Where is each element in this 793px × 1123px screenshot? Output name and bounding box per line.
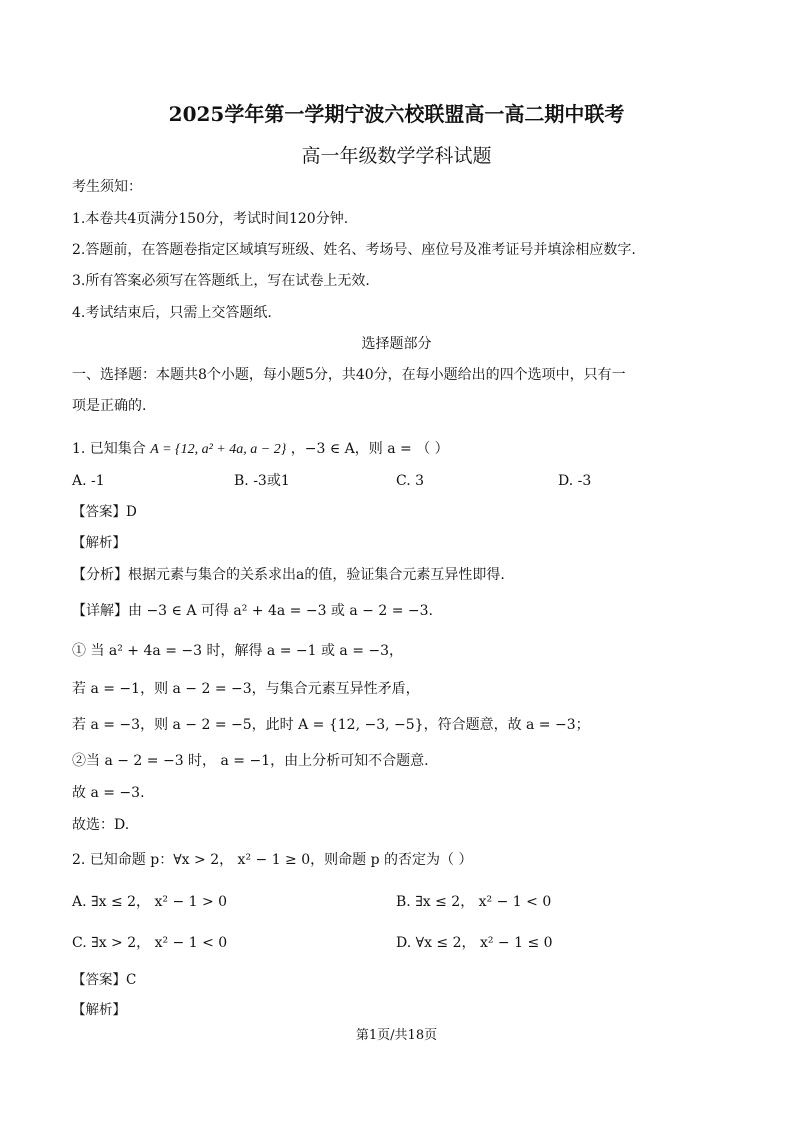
question-2-option-c: C. ∃x > 2， x² − 1 < 0: [72, 935, 228, 951]
section-title: 选择题部分: [361, 336, 432, 352]
question-2-stem: 2. 已知命题 p：∀x > 2， x² − 1 ≥ 0，则命题 p 的否定为（ ）: [72, 852, 473, 868]
page-subtitle: 高一年级数学学科试题: [301, 145, 492, 167]
question-1-set-expression: A = {12, a² + 4a, a − 2}: [150, 442, 287, 457]
notice-item-4: 4.考试结束后，只需上交答题纸.: [72, 305, 272, 321]
question-1-step-1: ① 当 a² + 4a = −3 时，解得 a = −1 或 a = −3，: [72, 643, 404, 659]
question-2-option-b: B. ∃x ≤ 2， x² − 1 < 0: [396, 894, 552, 910]
question-1-step-4: ②当 a − 2 = −3 时， a = −1，由上分析可知不合题意.: [72, 753, 429, 769]
question-1-option-d: D. -3: [558, 473, 592, 489]
question-1-stem: [72, 440, 449, 459]
question-1-option-c: C. 3: [396, 473, 425, 489]
question-1-prefix: 1. 已知集合: [72, 441, 146, 457]
question-2-option-d: D. ∀x ≤ 2， x² − 1 ≤ 0: [396, 935, 553, 951]
question-2-jiexi: 【解析】: [72, 1002, 126, 1018]
notice-item-2: 2.答题前，在答题卷指定区域填写班级、姓名、考场号、座位号及准考证号并填涂相应数字.: [72, 242, 636, 258]
question-1-analysis: 【分析】根据元素与集合的关系求出a的值，验证集合元素互异性即得.: [72, 567, 505, 583]
question-1-step-2: 若 a = −1，则 a − 2 = −3，与集合元素互异性矛盾，: [72, 681, 420, 697]
question-2-answer: 【答案】C: [72, 972, 137, 988]
section-intro-line1: 一、选择题：本题共8个小题，每小题5分，共40分，在每小题给出的四个选项中，只有一: [72, 367, 626, 383]
question-1-step-5: 故 a = −3.: [72, 785, 145, 801]
question-1-answer: 【答案】D: [72, 504, 137, 520]
question-1-option-b: B. -3或1: [234, 473, 290, 489]
question-1-detail: 【详解】由 −3 ∈ A 可得 a² + 4a = −3 或 a − 2 = −3.: [72, 603, 433, 619]
page-footer: 第1页/共18页: [355, 1028, 438, 1043]
question-2-option-a: A. ∃x ≤ 2， x² − 1 > 0: [72, 894, 228, 910]
question-1-step-6: 故选：D.: [72, 817, 130, 833]
notice-item-1: 1.本卷共4页满分150分，考试时间120分钟.: [72, 211, 349, 227]
section-intro-line2: 项是正确的.: [72, 398, 147, 414]
notice-item-3: 3.所有答案必须写在答题纸上，写在试卷上无效.: [72, 273, 370, 289]
page-title: 2025学年第一学期宁波六校联盟高一高二期中联考: [168, 102, 625, 126]
question-1-jiexi: 【解析】: [72, 535, 126, 551]
question-1-condition: ，−3 ∈ A，则 a = （ ）: [290, 441, 449, 457]
question-1-step-3: 若 a = −3，则 a − 2 = −5，此时 A = {12, −3, −5}，符合题意，故 a = −3；: [72, 717, 590, 733]
notice-heading: 考生须知：: [72, 179, 142, 195]
question-1-option-a: A. -1: [72, 473, 105, 489]
